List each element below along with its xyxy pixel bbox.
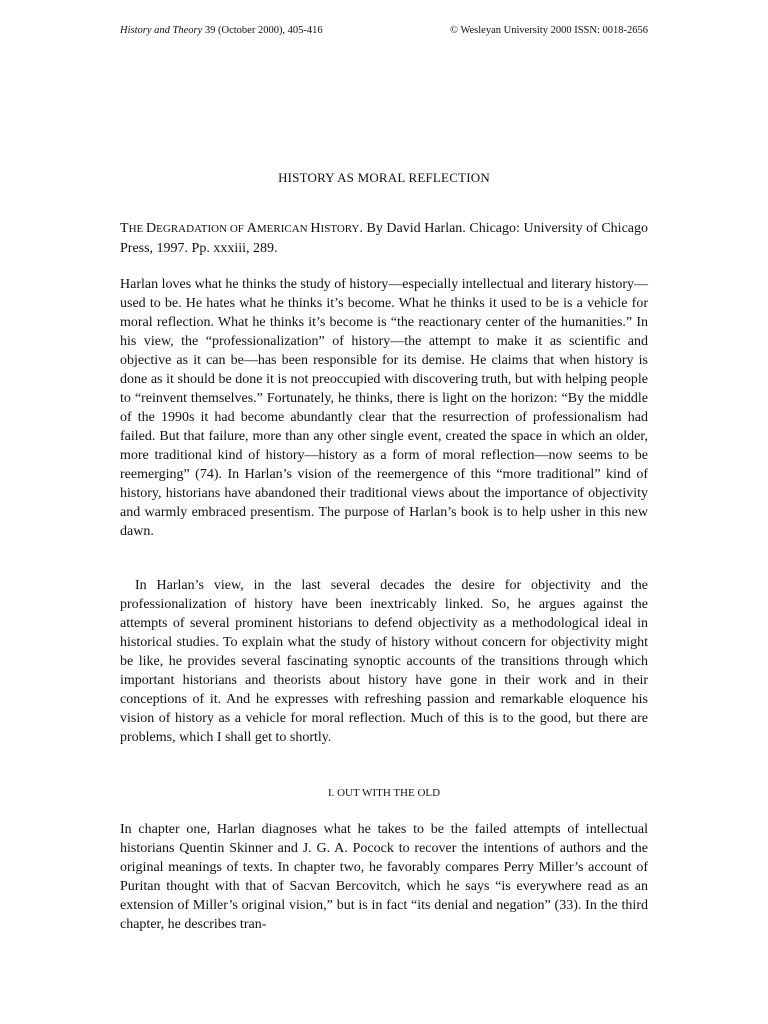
paragraph-text: Harlan loves what he thinks the study of history—especially intellectual and literary history—used to be. He hates what he thinks it’s become. What he thinks it used to be is a vehicle for moral reflection. What he thinks it’s become is “the reactionary center of the humanities.” In his view, the “professionalization” of history—the attempt to make it as scientific and objective as it can be—has been responsible for its demise. He claims that when history is done as it should be done it is not preoccupied with discovering truth, but with helping people to “reinvent themselves.” Fortunately, he thinks, there is light on the horizon: “By the middle of the 1990s it had become abundantly clear that the resurrection of professionalism had failed. But that failure, more than any other single event, created the space in which an older, more traditional kind of history—history as a form of moral reflection—now seems to be reemerging” (74). In Harlan’s vision of the reemergence of this “more traditional” kind of history, historians have abandoned their traditional views about the importance of objectivity and warmly embraced presentism. The purpose of Harlan’s book is to help usher in this new dawn. [120,277,648,539]
paragraph-text: In Harlan’s view, in the last several decades the desire for objectivity and the professionalization of history have been inextricably linked. So, he argues against the attempts of several prominent historians to defend objectivity as a methodological ideal in historical studies. To explain what the study of history without concern for objectivity might be like, he provides several fascinating synoptic accounts of the transitions through which important historians and theorists about history have gone in their work and in their conceptions of it. And he expresses with refreshing passion and remarkable eloquence his vision of history as a vehicle for moral reflection. Much of this is to the good, but there are problems, which I shall get to shortly. [120,578,648,745]
journal-name: History and Theory [120,25,203,36]
book-details: . By David Harlan. Chicago: University of Chicago Press, 1997. Pp. xxxiii, 289. [120,221,649,256]
book-title: THE DEGRADATION OF AMERICAN HISTORY [120,221,360,236]
running-header [120,25,648,36]
paragraph-2 [120,576,648,747]
volume-info: 39 (October 2000), 405-416 [204,25,323,36]
book-reference [120,219,648,258]
paragraph-3 [120,820,648,934]
paragraph-text: In chapter one, Harlan diagnoses what he takes to be the failed attempts of intellectual historians Quentin Skinner and J. G. A. Pocock to recover the intentions of authors and the original meanings of texts. In chapter two, he favorably compares Perry Miller’s account of Puritan thought with that of Sacvan Bercovitch, which he says “is everywhere read as an extension of Miller’s original vision,” but is in fact “its denial and negation” (33). In the third chapter, he describes tran- [120,822,648,932]
paragraph-1 [120,275,648,541]
section-heading: I. OUT WITH THE OLD [327,787,441,799]
article-title: HISTORY AS MORAL REFLECTION [278,170,490,185]
journal-citation [120,25,323,36]
copyright-notice: © Wesleyan University 2000 ISSN: 0018-2656 [450,25,648,36]
